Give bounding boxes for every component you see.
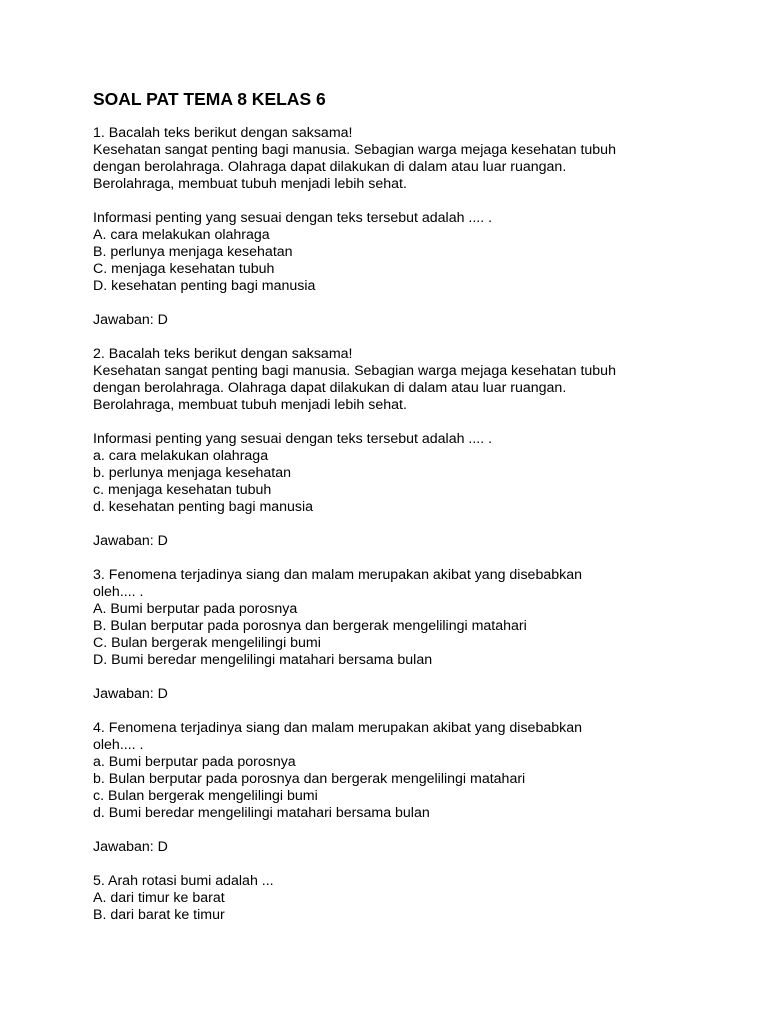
option-item: a. cara melakukan olahraga: [93, 448, 269, 464]
option-item: c. Bulan bergerak mengelilingi bumi: [93, 788, 318, 804]
answer-key: Jawaban: D: [93, 533, 168, 549]
passage-line: 2. Bacalah teks berikut dengan saksama!: [93, 346, 353, 362]
question-text: Informasi penting yang sesuai dengan teks tersebut adalah .... .: [93, 431, 493, 447]
option-item: C. Bulan bergerak mengelilingi bumi: [93, 635, 321, 651]
document-page: [93, 88, 713, 924]
option-item: B. perlunya menjaga kesehatan: [93, 244, 293, 260]
spacer: [93, 295, 713, 312]
passage-line: dengan berolahraga. Olahraga dapat dilakukan di dalam atau luar ruangan.: [93, 159, 567, 175]
option-item: A. Bumi berputar pada porosnya: [93, 601, 298, 617]
question-block: [93, 125, 713, 346]
answer-options: [93, 601, 713, 669]
spacer: [93, 550, 713, 567]
question-text: oleh.... .: [93, 737, 144, 753]
option-item: c. menjaga kesehatan tubuh: [93, 482, 272, 498]
answer-key: Jawaban: D: [93, 839, 168, 855]
answer-options: [93, 227, 713, 295]
option-item: A. dari timur ke barat: [93, 890, 225, 906]
question-block: [93, 346, 713, 567]
option-item: d. kesehatan penting bagi manusia: [93, 499, 314, 515]
question-text: 3. Fenomena terjadinya siang dan malam merupakan akibat yang disebabkan: [93, 567, 582, 583]
question-block: [93, 567, 713, 720]
spacer: [93, 414, 713, 431]
option-item: B. dari barat ke timur: [93, 907, 225, 923]
spacer: [93, 193, 713, 210]
option-item: D. kesehatan penting bagi manusia: [93, 278, 316, 294]
spacer: [93, 329, 713, 346]
option-item: A. cara melakukan olahraga: [93, 227, 270, 243]
reading-passage: [93, 346, 713, 414]
document-title: SOAL PAT TEMA 8 KELAS 6: [93, 89, 326, 109]
question-block: [93, 720, 713, 873]
passage-line: Kesehatan sangat penting bagi manusia. Sebagian warga mejaga kesehatan tubuh: [93, 363, 616, 379]
passage-line: Berolahraga, membuat tubuh menjadi lebih sehat.: [93, 176, 407, 192]
passage-line: Kesehatan sangat penting bagi manusia. Sebagian warga mejaga kesehatan tubuh: [93, 142, 616, 158]
spacer: [93, 822, 713, 839]
option-item: D. Bumi beredar mengelilingi matahari bersama bulan: [93, 652, 433, 668]
spacer: [93, 516, 713, 533]
option-item: b. Bulan berputar pada porosnya dan bergerak mengelilingi matahari: [93, 771, 526, 787]
question-text: oleh.... .: [93, 584, 144, 600]
answer-options: [93, 890, 713, 924]
question-text: 4. Fenomena terjadinya siang dan malam merupakan akibat yang disebabkan: [93, 720, 582, 736]
question-text: Informasi penting yang sesuai dengan teks tersebut adalah .... .: [93, 210, 493, 226]
answer-options: [93, 754, 713, 822]
answer-key: Jawaban: D: [93, 686, 168, 702]
answer-options: [93, 448, 713, 516]
option-item: C. menjaga kesehatan tubuh: [93, 261, 275, 277]
passage-line: dengan berolahraga. Olahraga dapat dilakukan di dalam atau luar ruangan.: [93, 380, 567, 396]
passage-line: 1. Bacalah teks berikut dengan saksama!: [93, 125, 353, 141]
option-item: b. perlunya menjaga kesehatan: [93, 465, 291, 481]
passage-line: Berolahraga, membuat tubuh menjadi lebih sehat.: [93, 397, 407, 413]
question-block: [93, 873, 713, 924]
question-text: 5. Arah rotasi bumi adalah ...: [93, 873, 274, 889]
option-item: B. Bulan berputar pada porosnya dan bergerak mengelilingi matahari: [93, 618, 527, 634]
spacer: [93, 703, 713, 720]
spacer: [93, 669, 713, 686]
option-item: a. Bumi berputar pada porosnya: [93, 754, 296, 770]
answer-key: Jawaban: D: [93, 312, 168, 328]
spacer: [93, 856, 713, 873]
reading-passage: [93, 125, 713, 193]
option-item: d. Bumi beredar mengelilingi matahari bersama bulan: [93, 805, 430, 821]
